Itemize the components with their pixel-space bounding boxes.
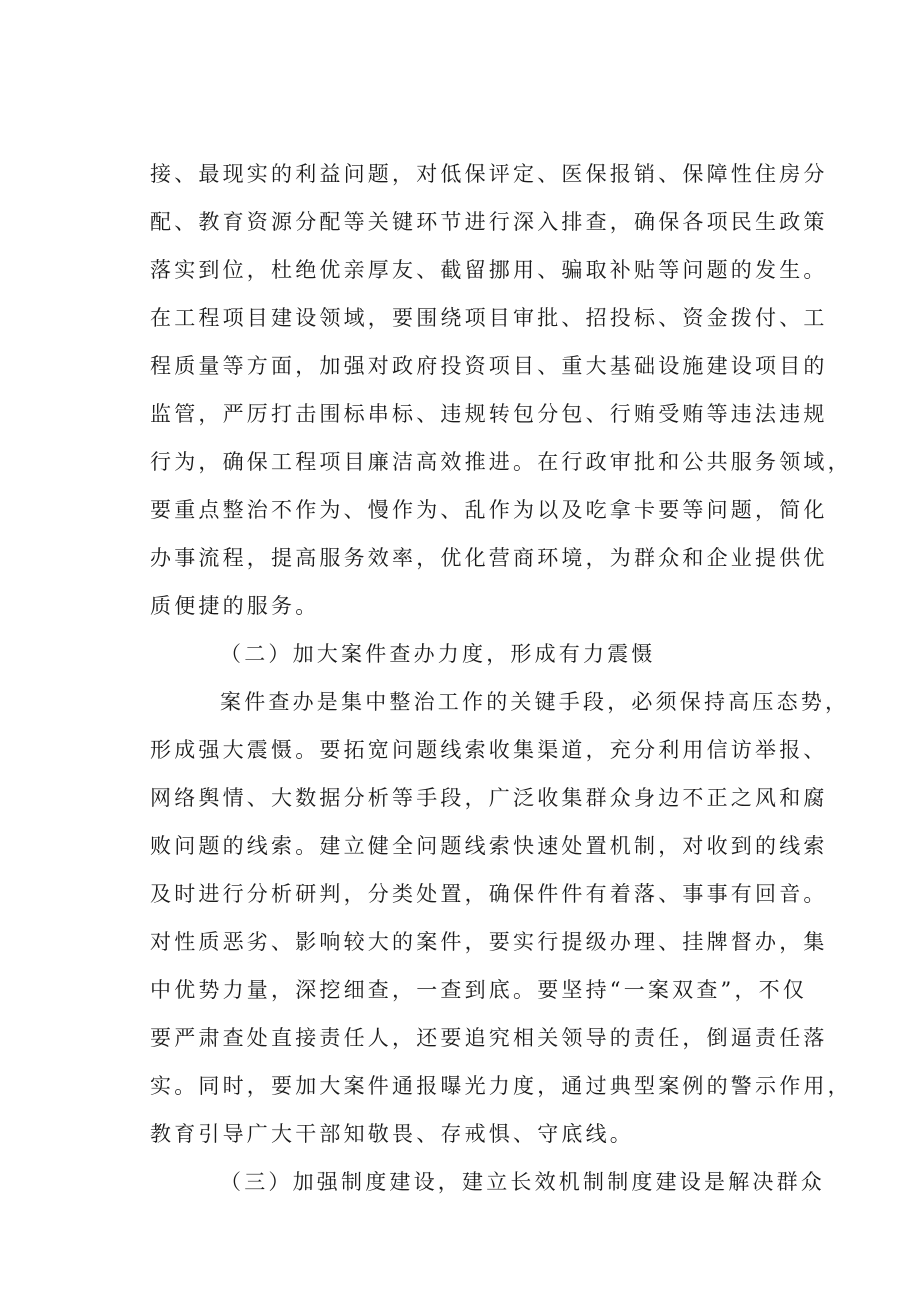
paragraph-line: 监管，严厉打击围标串标、违规转包分包、行贿受贿等违法违规: [150, 402, 828, 426]
document-body: [150, 150, 852, 1206]
paragraph-line: 配、教育资源分配等关键环节进行深入排查，确保各项民生政策: [150, 210, 828, 234]
paragraph-line: 及时进行分析研判，分类处置，确保件件有着落、事事有回音。: [150, 882, 828, 906]
paragraph-line: 网络舆情、大数据分析等手段，广泛收集群众身边不正之风和腐: [150, 786, 828, 810]
paragraph-line: 要重点整治不作为、慢作为、乱作为以及吃拿卡要等问题，简化: [150, 498, 828, 522]
section-heading-3: [150, 1158, 825, 1206]
paragraph-line: 对性质恶劣、影响较大的案件，要实行提级办理、挂牌督办，集: [150, 930, 828, 954]
paragraph-line: 教育引导广大干部知敬畏、存戒惧、守底线。: [150, 1122, 634, 1146]
paragraph-line: 实。同时，要加大案件通报曝光力度，通过典型案例的警示作用，: [150, 1074, 852, 1098]
paragraph-line: 案件查办是集中整治工作的关键手段，必须保持高压态势，: [220, 690, 850, 714]
section-heading-2: [150, 630, 800, 678]
paragraph-line: 要严肃查处直接责任人，还要追究相关领导的责任，倒逼责任落: [150, 1026, 828, 1050]
paragraph-line: 程质量等方面，加强对政府投资项目、重大基础设施建设项目的: [150, 354, 828, 378]
paragraph-line: 办事流程，提高服务效率，优化营商环境，为群众和企业提供优: [150, 546, 828, 570]
section-heading-2-text: （二）加大案件查办力度，形成有力震慑: [220, 642, 656, 666]
paragraph-line: 败问题的线索。建立健全问题线索快速处置机制，对收到的线索: [150, 834, 828, 858]
paragraph-1: [150, 150, 852, 630]
paragraph-2: [150, 678, 852, 1158]
paragraph-line: 接、最现实的利益问题，对低保评定、医保报销、保障性住房分: [150, 162, 828, 186]
paragraph-line: 中优势力量，深挖细查，一查到底。要坚持“一案双查”，不仅: [150, 978, 808, 1002]
paragraph-line: 落实到位，杜绝优亲厚友、截留挪用、骗取补贴等问题的发生。: [150, 258, 828, 282]
paragraph-line: 形成强大震慑。要拓宽问题线索收集渠道，充分利用信访举报、: [150, 738, 828, 762]
paragraph-line: 在工程项目建设领域，要围绕项目审批、招投标、资金拨付、工: [150, 306, 828, 330]
paragraph-line: 行为，确保工程项目廉洁高效推进。在行政审批和公共服务领域，: [150, 450, 852, 474]
paragraph-line: 质便捷的服务。: [150, 594, 320, 618]
section-heading-3-text: （三）加强制度建设，建立长效机制制度建设是解决群众: [220, 1170, 825, 1194]
